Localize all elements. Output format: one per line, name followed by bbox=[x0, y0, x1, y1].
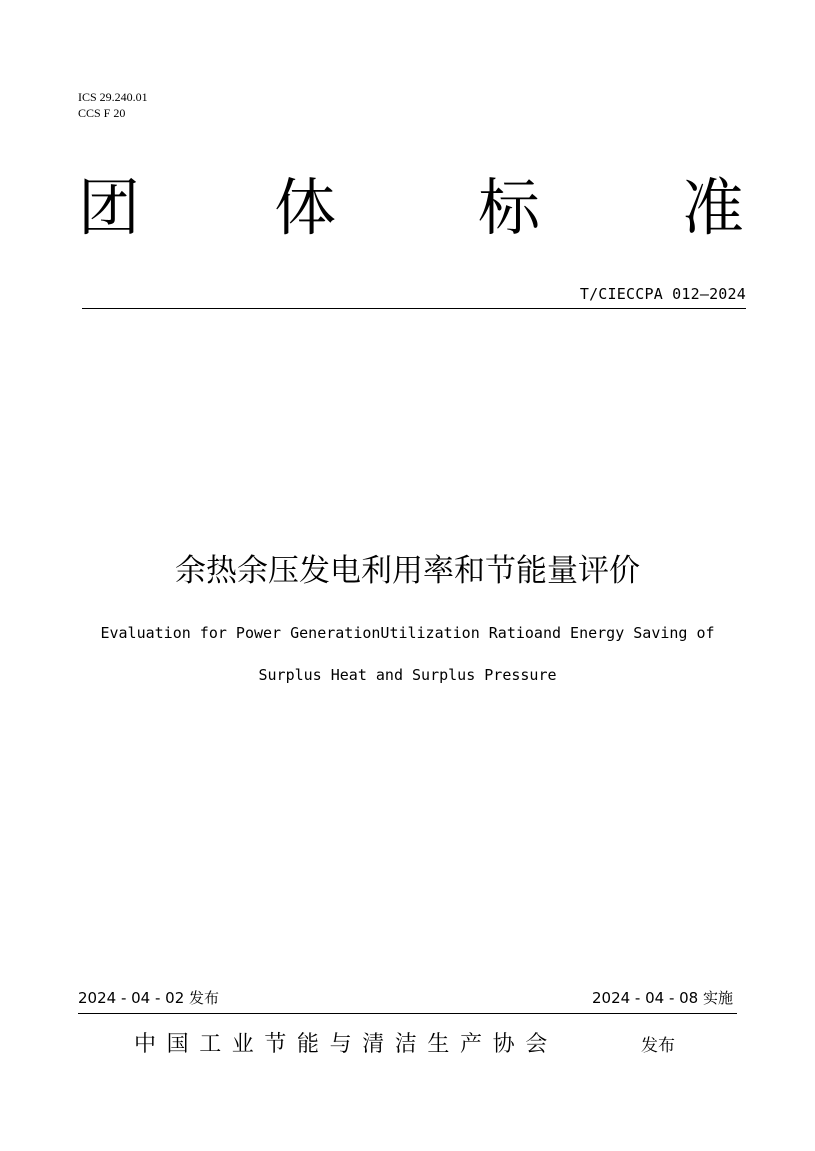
standard-type-char: 体 bbox=[274, 171, 337, 244]
classification-codes bbox=[78, 89, 148, 121]
standard-number: T/CIECCPA 012—2024 bbox=[579, 285, 746, 303]
english-title-line-1: Evaluation for Power GenerationUtilization Ratioand Energy Saving of bbox=[100, 624, 715, 642]
header-divider bbox=[82, 308, 746, 309]
publish-label: 发布 bbox=[641, 1036, 675, 1056]
footer-divider bbox=[78, 1013, 737, 1014]
release-date: 2024 - 04 - 02 发布 bbox=[78, 989, 220, 1007]
publisher-name: 中国工业节能与清洁生产协会 bbox=[134, 1032, 558, 1057]
ccs-code: CCS F 20 bbox=[78, 106, 126, 120]
implementation-date: 2024 - 04 - 08 实施 bbox=[591, 989, 733, 1007]
ics-code: ICS 29.240.01 bbox=[78, 90, 148, 104]
chinese-title: 余热余压发电利用率和节能量评价 bbox=[175, 553, 640, 589]
english-title-line-2: Surplus Heat and Surplus Pressure bbox=[258, 666, 557, 684]
standard-type-char: 团 bbox=[78, 171, 141, 244]
standard-type-char: 准 bbox=[682, 171, 745, 244]
standard-type-char: 标 bbox=[478, 171, 541, 244]
standard-type-heading bbox=[78, 168, 746, 248]
